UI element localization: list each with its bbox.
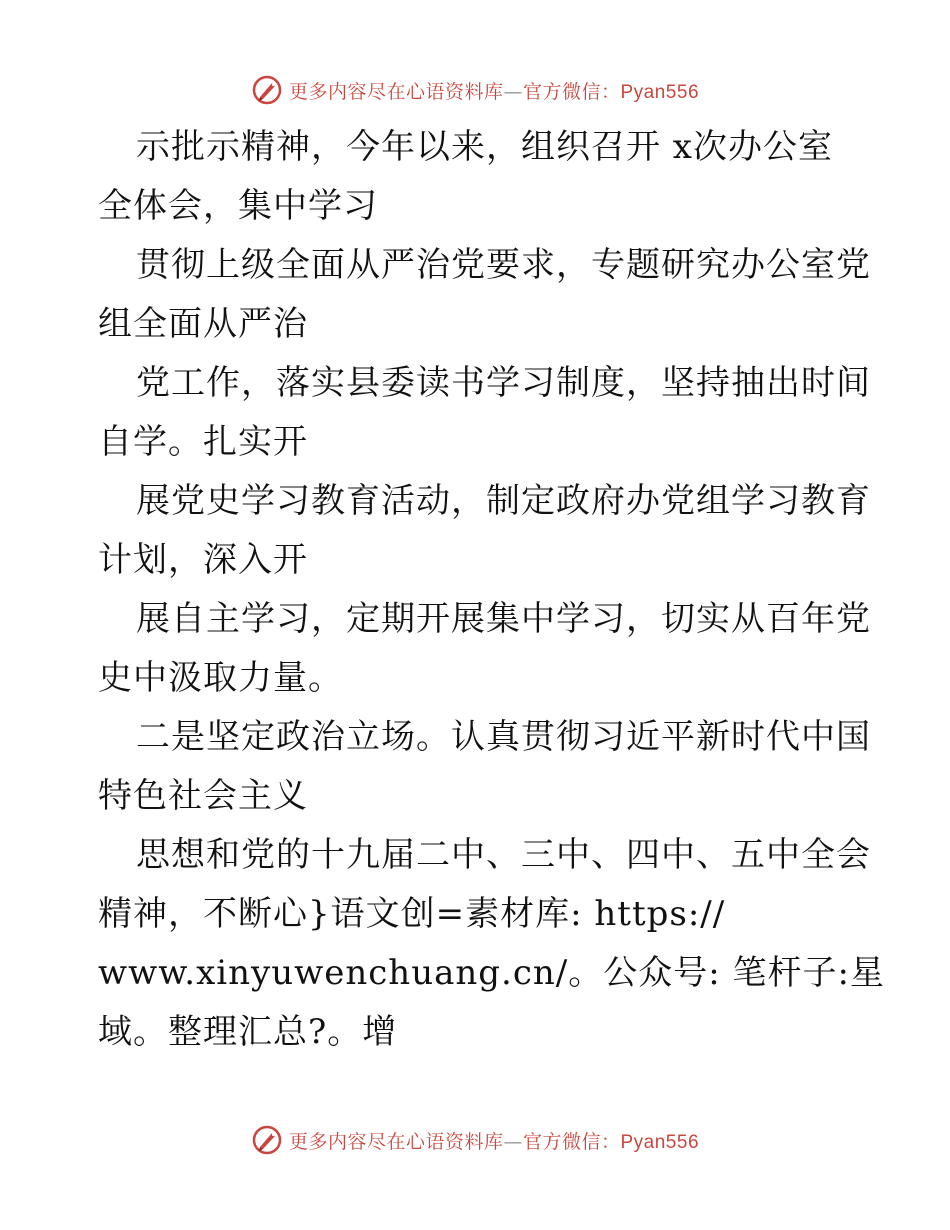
text-line: 特色社会主义 — [98, 776, 308, 816]
pen-logo-icon — [251, 1124, 283, 1156]
watermark-text: 更多内容尽在心语资料库 — [288, 80, 504, 103]
text-line: www.xinyuwenchuang.cn/。公众号: 笔杆子:星 — [98, 953, 885, 993]
footer-watermark — [0, 1120, 950, 1160]
text-line: 史中汲取力量。 — [98, 658, 343, 698]
text-line: 二是坚定政治立场。认真贯彻习近平新时代中国 — [136, 717, 871, 757]
body-text — [98, 118, 885, 1062]
text-line: 示批示精神，今年以来，组织召开 x次办公室 — [136, 127, 833, 167]
text-line: 思想和党的十九届二中、三中、四中、五中全会 — [136, 835, 871, 875]
pen-logo-icon — [251, 74, 283, 106]
text-line: 贯彻上级全面从严治党要求，专题研究办公室党 — [136, 245, 871, 285]
header-watermark — [0, 70, 950, 110]
text-line: 精神，不断心}语文创=素材库: https:// — [98, 894, 726, 934]
watermark-separator: — — [503, 80, 523, 103]
text-line: 域。整理汇总?。增 — [98, 1012, 398, 1052]
text-line: 计划，深入开 — [98, 540, 308, 580]
watermark-suffix: 官方微信： — [522, 1130, 621, 1153]
text-line: 展自主学习，定期开展集中学习，切实从百年党 — [136, 599, 871, 639]
watermark-suffix: 官方微信： — [522, 80, 621, 103]
text-line: 自学。扎实开 — [98, 422, 308, 462]
text-line: 党工作，落实县委读书学习制度，坚持抽出时间 — [136, 363, 871, 403]
watermark-id: Pyan556 — [620, 81, 700, 103]
watermark-id: Pyan556 — [620, 1131, 700, 1153]
text-line: 展党史学习教育活动，制定政府办党组学习教育 — [136, 481, 871, 521]
watermark-text: 更多内容尽在心语资料库 — [288, 1130, 504, 1153]
text-line: 全体会，集中学习 — [98, 186, 378, 226]
text-line: 组全面从严治 — [98, 304, 308, 344]
watermark-separator: — — [503, 1130, 523, 1153]
